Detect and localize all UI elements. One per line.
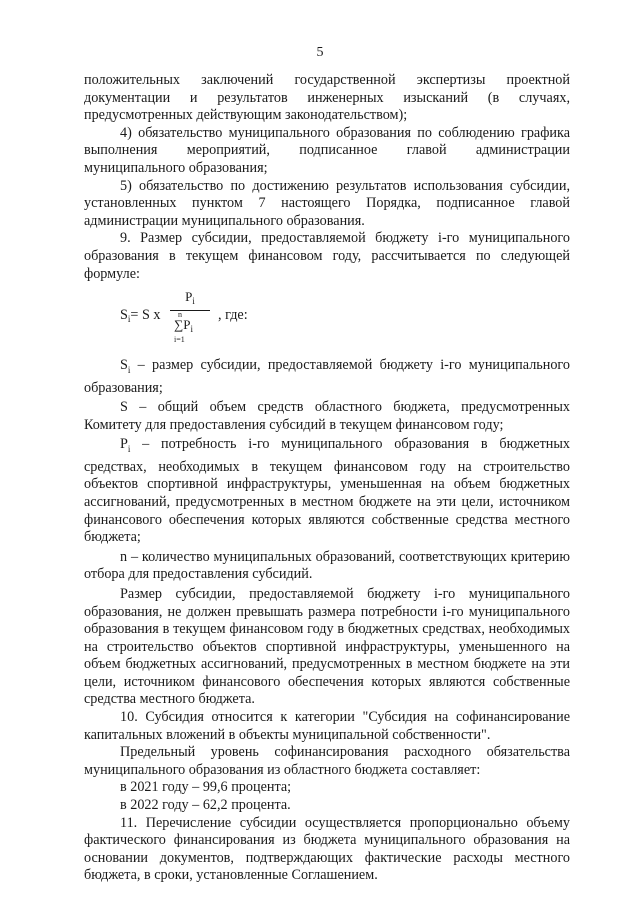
paragraph-clause-9: 9. Размер субсидии, предоставляемой бюджету i-го муниципального образования в текущем финансовом году, рассчитывается по следующей формуле: — [84, 230, 570, 282]
paragraph-clause-11: 11. Перечисление субсидии осуществляется пропорционально объему фактического финансирования из бюджета муниципального образования на основании документов, подтверждающих фактические расходы местного бюджета, в сроки, установленные Соглашением. — [84, 814, 570, 884]
paragraph-continuation: положительных заключений государственной экспертизы проектной документации и результатов инженерных изысканий (в случаях, предусмотренных действующим законодательством); — [84, 72, 570, 124]
formula-fraction — [170, 289, 210, 349]
sum-upper-limit: n — [178, 310, 182, 320]
subsidy-formula — [84, 289, 570, 345]
paragraph-cofinancing-level: Предельный уровень софинансирования расходного обязательства муниципального образования из областного бюджета составляет: — [84, 744, 570, 778]
sum-expression: $\sum P_i$ — [174, 317, 194, 335]
cofinancing-2022: в 2022 году – 62,2 процента. — [120, 797, 291, 814]
formula-denominator — [170, 311, 210, 349]
definition-pi: $P_i$ – потребность i-го муниципального образования в бюджетных средствах, необходимых в текущем финансовом году на строительство объектов спортивной инфраструктуры, уменьшенная на объем бюджетных ассигнований, предусмотренных в местном бюджете на эти цели, источником финансового обеспечения которых являются собственные средства местного бюджета; — [84, 436, 570, 546]
formula-lhs: $S_i= S$ x — [120, 307, 161, 325]
page-number: 5 — [316, 45, 324, 60]
definition-n: n – количество муниципальных образований, соответствующих критерию отбора для предоставления субсидий. — [84, 548, 570, 583]
paragraph-clause-10: 10. Субсидия относится к категории "Субсидия на софинансирование капитальных вложений в объекты муниципальной собственности". — [84, 709, 570, 743]
cofinancing-2021: в 2021 году – 99,6 процента; — [120, 779, 292, 796]
formula-suffix: , где: — [218, 307, 248, 324]
paragraph-item-5: 5) обязательство по достижению результатов использования субсидии, установленных пунктом 7 настоящего Порядка, подписанное главой администрации муниципального образования. — [84, 177, 570, 229]
definition-s: S – общий объем средств областного бюджета, предусмотренных Комитету для предоставления субсидий в текущем финансовом году; — [84, 399, 570, 433]
paragraph-subsidy-limit: Размер субсидии, предоставляемой бюджету i-го муниципального образования, не должен превышать размера потребности i-го муниципального образования в текущем финансовом году в бюджетных средствах, необходимых на строительство объектов спортивной инфраструктуры, уменьшенного на объем бюджетных ассигнований, предусмотренных в местном бюджете на эти цели, источником финансового обеспечения которых являются собственные средства местного бюджета. — [84, 585, 570, 708]
paragraph-item-4: 4) обязательство муниципального образования по соблюдению графика выполнения мероприятий, подписанное главой администрации муниципального образования; — [84, 124, 570, 176]
formula-numerator: $P_i$ — [170, 289, 210, 311]
sum-lower-limit: i=1 — [174, 335, 185, 345]
definition-si: $S_i$ – размер субсидии, предоставляемой бюджету i-го муниципального образования; — [84, 357, 570, 396]
document-body — [84, 72, 570, 885]
